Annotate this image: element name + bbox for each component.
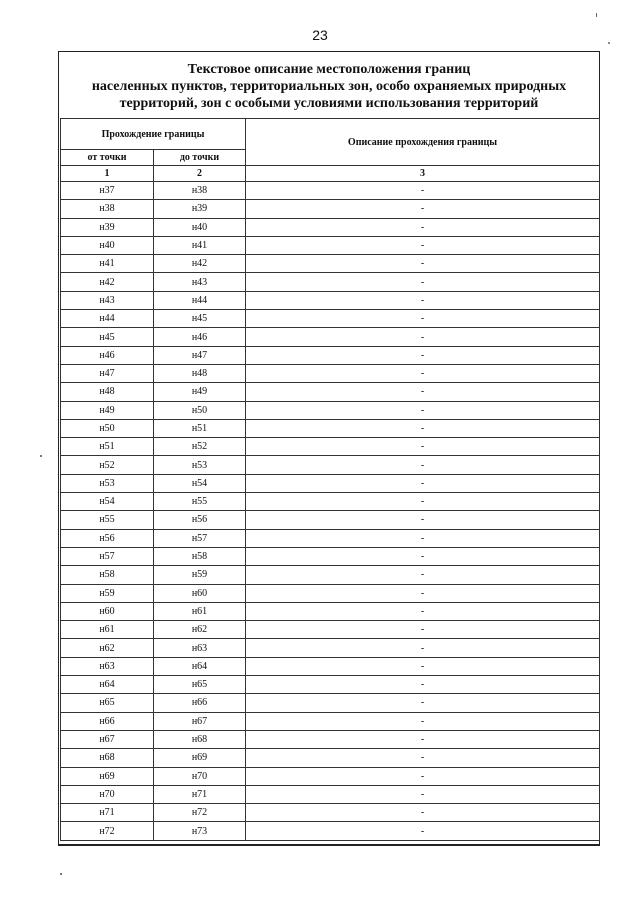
title-line-1: Текстовое описание местоположения границ [187,62,471,77]
cell-from: н51 [61,438,154,456]
cell-desc: - [246,547,600,565]
cell-desc: - [246,346,600,364]
column-number-3: 3 [246,166,600,182]
cell-desc: - [246,804,600,822]
cell-from: н45 [61,328,154,346]
cell-to: н43 [154,273,246,291]
scan-mark-bottom [60,873,62,875]
cell-from: н62 [61,639,154,657]
cell-to: н72 [154,804,246,822]
table-row [61,804,600,822]
table-row [61,474,600,492]
cell-desc: - [246,511,600,529]
cell-from: н50 [61,419,154,437]
cell-from: н71 [61,804,154,822]
cell-to: н65 [154,676,246,694]
cell-desc: - [246,401,600,419]
cell-to: н64 [154,657,246,675]
header-from: от точки [61,150,154,166]
cell-to: н70 [154,767,246,785]
cell-from: н67 [61,730,154,748]
cell-desc: - [246,822,600,840]
cell-desc: - [246,749,600,767]
cell-from: н56 [61,529,154,547]
cell-to: н39 [154,200,246,218]
cell-to: н49 [154,383,246,401]
cell-from: н37 [61,182,154,200]
cell-desc: - [246,785,600,803]
cell-desc: - [246,419,600,437]
cell-from: н60 [61,602,154,620]
table-row [61,236,600,254]
cell-to: н62 [154,621,246,639]
cell-desc: - [246,621,600,639]
cell-from: н72 [61,822,154,840]
cell-desc: - [246,200,600,218]
table-row [61,621,600,639]
cell-to: н41 [154,236,246,254]
cell-desc: - [246,767,600,785]
table-row [61,749,600,767]
table-row [61,346,600,364]
cell-to: н68 [154,730,246,748]
cell-desc: - [246,493,600,511]
cell-desc: - [246,383,600,401]
cell-desc: - [246,639,600,657]
table-row [61,182,600,200]
cell-desc: - [246,529,600,547]
cell-desc: - [246,291,600,309]
cell-desc: - [246,218,600,236]
table-row [61,657,600,675]
cell-desc: - [246,657,600,675]
title-line-3: территорий, зон с особыми условиями использования территорий [119,96,539,111]
cell-to: н45 [154,310,246,328]
document-title [59,61,599,112]
cell-from: н65 [61,694,154,712]
cell-from: н38 [61,200,154,218]
header-passage: Прохождение границы [61,119,246,150]
cell-desc: - [246,273,600,291]
cell-from: н48 [61,383,154,401]
cell-desc: - [246,694,600,712]
column-number-1: 1 [61,166,154,182]
table-row [61,383,600,401]
cell-from: н69 [61,767,154,785]
cell-to: н52 [154,438,246,456]
cell-to: н54 [154,474,246,492]
table-row [61,822,600,840]
cell-to: н55 [154,493,246,511]
cell-desc: - [246,712,600,730]
column-number-2: 2 [154,166,246,182]
cell-to: н58 [154,547,246,565]
table-row [61,401,600,419]
cell-desc: - [246,730,600,748]
cell-from: н42 [61,273,154,291]
column-number-row [61,166,600,182]
table-row [61,584,600,602]
cell-from: н47 [61,364,154,382]
cell-to: н57 [154,529,246,547]
table-row [61,438,600,456]
table-row [61,566,600,584]
table-row [61,493,600,511]
table-header-row [61,119,600,150]
table-row [61,255,600,273]
table-row [61,529,600,547]
cell-to: н46 [154,328,246,346]
cell-desc: - [246,566,600,584]
cell-to: н38 [154,182,246,200]
table-row [61,419,600,437]
cell-desc: - [246,438,600,456]
table-row [61,200,600,218]
table-row [61,767,600,785]
cell-to: н61 [154,602,246,620]
cell-from: н40 [61,236,154,254]
table-row [61,694,600,712]
cell-to: н60 [154,584,246,602]
cell-to: н51 [154,419,246,437]
cell-from: н63 [61,657,154,675]
cell-from: н66 [61,712,154,730]
cell-to: н47 [154,346,246,364]
cell-desc: - [246,328,600,346]
table-row [61,547,600,565]
title-line-2: населенных пунктов, территориальных зон, особо охраняемых природных [91,79,567,94]
cell-from: н58 [61,566,154,584]
page-number: 23 [312,27,328,43]
table-row [61,328,600,346]
table-row [61,511,600,529]
cell-from: н55 [61,511,154,529]
cell-to: н48 [154,364,246,382]
cell-desc: - [246,310,600,328]
table-row [61,785,600,803]
cell-to: н44 [154,291,246,309]
cell-from: н54 [61,493,154,511]
cell-desc: - [246,676,600,694]
cell-desc: - [246,456,600,474]
cell-to: н63 [154,639,246,657]
table-row [61,273,600,291]
cell-to: н53 [154,456,246,474]
cell-from: н70 [61,785,154,803]
table-row [61,364,600,382]
cell-to: н40 [154,218,246,236]
cell-from: н52 [61,456,154,474]
cell-from: н64 [61,676,154,694]
header-to: до точки [154,150,246,166]
cell-to: н56 [154,511,246,529]
cell-to: н50 [154,401,246,419]
cell-from: н46 [61,346,154,364]
cell-from: н41 [61,255,154,273]
document-frame [58,51,600,846]
table-row [61,602,600,620]
cell-desc: - [246,364,600,382]
header-description: Описание прохождения границы [246,119,600,166]
table-row [61,712,600,730]
cell-from: н68 [61,749,154,767]
table-row [61,730,600,748]
table-row [61,676,600,694]
cell-desc: - [246,236,600,254]
cell-desc: - [246,474,600,492]
cell-from: н43 [61,291,154,309]
cell-to: н69 [154,749,246,767]
table-row [61,456,600,474]
cell-desc: - [246,182,600,200]
cell-from: н61 [61,621,154,639]
cell-to: н73 [154,822,246,840]
boundary-table [60,118,600,841]
cell-desc: - [246,255,600,273]
cell-to: н67 [154,712,246,730]
cell-to: н66 [154,694,246,712]
scan-mark-left [40,455,42,457]
cell-to: н59 [154,566,246,584]
cell-from: н53 [61,474,154,492]
table-row [61,310,600,328]
table-row [61,218,600,236]
cell-to: н42 [154,255,246,273]
scan-mark-top [596,13,597,17]
cell-from: н57 [61,547,154,565]
table-row [61,291,600,309]
cell-desc: - [246,584,600,602]
table-row [61,639,600,657]
cell-from: н49 [61,401,154,419]
cell-desc: - [246,602,600,620]
cell-from: н44 [61,310,154,328]
cell-from: н59 [61,584,154,602]
cell-from: н39 [61,218,154,236]
cell-to: н71 [154,785,246,803]
